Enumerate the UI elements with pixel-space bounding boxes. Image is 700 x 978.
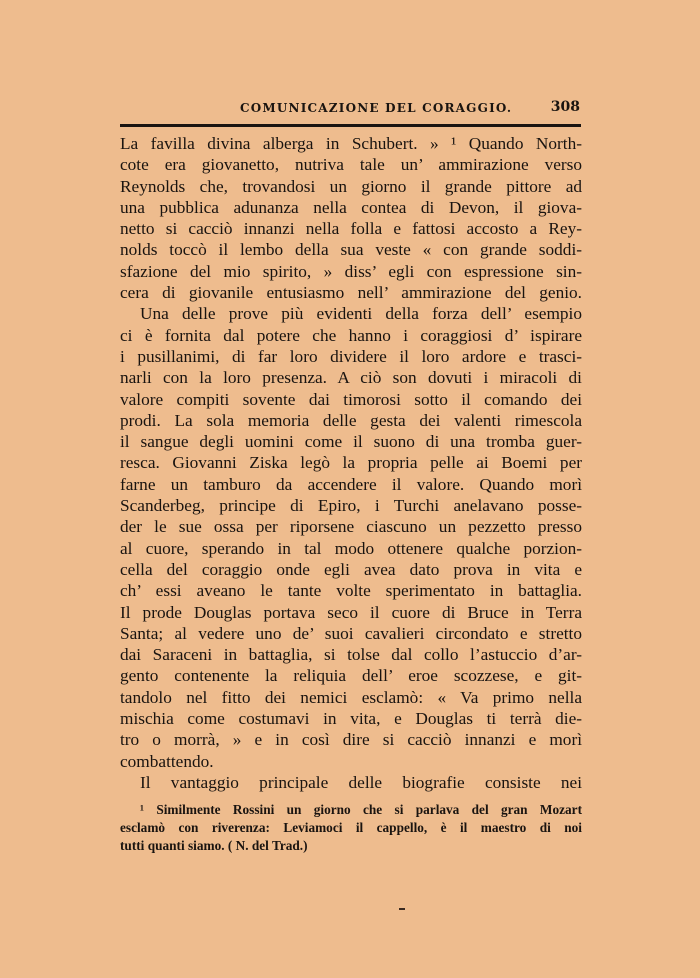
text-line: netto si cacciò innanzi nella folla e fattosi accosto a Rey- <box>120 219 582 239</box>
text-line: nolds toccò il lembo della sua veste « con grande soddi- <box>120 240 582 260</box>
text-line: tro o morrà, » e in così dire si cacciò innanzi e morì <box>120 730 582 750</box>
page-mark <box>399 908 405 910</box>
running-title: COMUNICAZIONE DEL CORAGGIO. <box>240 101 513 115</box>
text-line: ch’ essi aveano le tante volte sperimentato in battaglia. <box>120 581 582 601</box>
text-line: Una delle prove più evidenti della forza dell’ esempio <box>140 304 582 324</box>
text-line: Il vantaggio principale delle biografie consiste nei <box>140 772 582 792</box>
text-line: gento contenente la reliquia dell’ eroe scozzese, e git- <box>120 666 582 686</box>
text-line: Scanderbeg, principe di Epiro, i Turchi anelavano posse- <box>120 496 582 516</box>
text-line: dai Saraceni in battaglia, si tolse dal collo l’astuccio d’ar- <box>120 645 582 665</box>
text-line: sfazione del mio spirito, » diss’ egli con espressione sin- <box>120 261 582 281</box>
text-line: Reynolds che, trovandosi un giorno il grande pittore ad <box>120 176 582 196</box>
text-line: der le sue ossa per riporsene ciascuno un pezzetto presso <box>120 517 582 537</box>
text-line: una pubblica adunanza nella contea di Devon, il giova- <box>120 197 582 217</box>
body-text <box>120 133 582 855</box>
header-rule <box>120 124 581 127</box>
text-line: i pusillanimi, di far loro dividere il loro ardore e trasci- <box>120 346 582 366</box>
text-line: cote era giovanetto, nutriva tale un’ ammirazione verso <box>120 155 582 175</box>
footnote-line: ¹ Similmente Rossini un giorno che si parlava del gran Mozart <box>140 802 582 818</box>
text-line: cella del coraggio onde egli avea dato prova in vita e <box>120 559 582 579</box>
text-line: tandolo nel fitto dei nemici esclamò: « Va primo nella <box>120 687 582 707</box>
page-header <box>120 96 580 118</box>
footnote-line: tutti quanti siamo. ( N. del Trad.) <box>120 838 308 854</box>
text-line: mischia come costumavi in vita, e Douglas ti terrà die- <box>120 709 582 729</box>
text-line: farne un tamburo da accendere il valore. Quando morì <box>120 474 582 494</box>
text-line: narli con la loro presenza. A ciò son dovuti i miracoli di <box>120 368 582 388</box>
text-line: prodi. La sola memoria delle gesta dei valenti rimescola <box>120 410 582 430</box>
text-line: La favilla divina alberga in Schubert. » ¹ Quando North- <box>120 134 582 153</box>
text-line: resca. Giovanni Ziska legò la propria pelle ai Boemi per <box>120 453 582 473</box>
text-line: valore compiti sovente dai timorosi sotto il comando dei <box>120 389 582 409</box>
text-line: ci è fornita dal potere che hanno i coraggiosi d’ ispirare <box>120 325 582 345</box>
text-line: Santa; al vedere uno de’ suoi cavalieri circondato e stretto <box>120 623 582 643</box>
text-line: al cuore, sperando in tal modo ottenere qualche porzion- <box>120 538 582 558</box>
footnotes <box>120 801 582 855</box>
text-line: il sangue degli uomini come il suono di una tromba guer- <box>120 432 582 452</box>
page-number: 308 <box>550 99 580 115</box>
text-line: Il prode Douglas portava seco il cuore di Bruce in Terra <box>120 602 582 622</box>
footnote-line: esclamò con riverenza: Leviamoci il cappello, è il maestro di noi <box>120 820 582 836</box>
text-line: combattendo. <box>120 751 214 771</box>
text-line: cera di giovanile entusiasmo nell’ ammirazione del genio. <box>120 283 582 303</box>
